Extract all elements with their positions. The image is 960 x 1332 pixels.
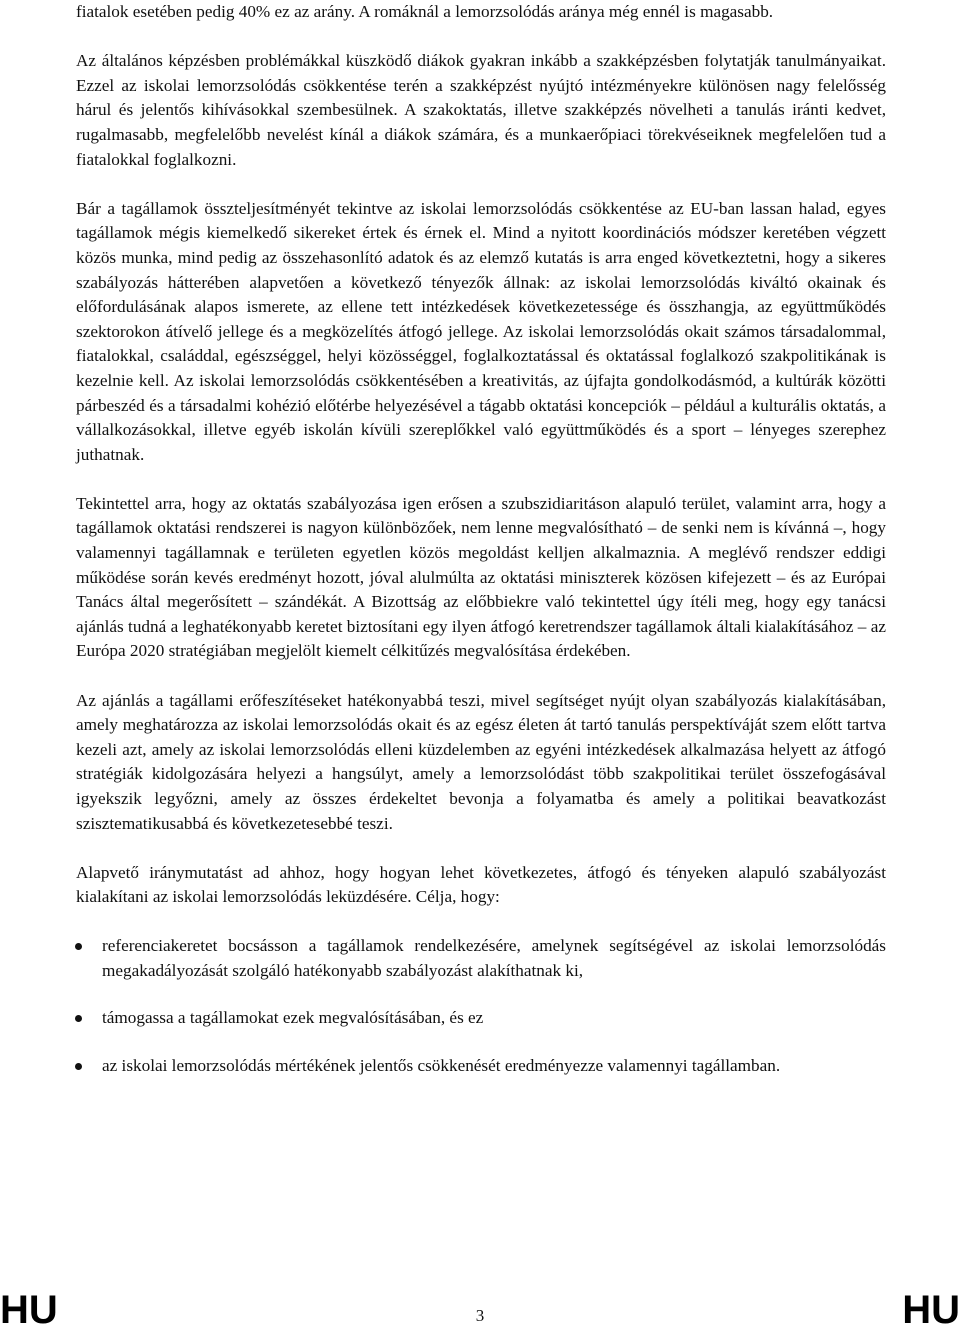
footer-language-right: HU xyxy=(902,1288,960,1332)
paragraph-6: Alapvető iránymutatást ad ahhoz, hogy hogyan lehet következetes, átfogó és tényeken alapuló szabályozást kialakítani az iskolai lemorzsolódás leküzdésére. Célja, hogy: xyxy=(76,862,886,907)
bullet-icon xyxy=(75,943,82,950)
list-item-text: referenciakeretet bocsásson a tagállamok rendelkezésére, amelynek segítségével az iskolai lemorzsolódás megakadályozását szolgáló hatékonyabb szabályozást alakíthatnak ki, xyxy=(102,935,886,980)
document-body xyxy=(76,0,886,1101)
page-number: 3 xyxy=(475,1306,485,1325)
list-item xyxy=(76,1054,886,1079)
paragraph-3: Bár a tagállamok összteljesítményét tekintve az iskolai lemorzsolódás csökkentése az EU-ban lassan halad, egyes tagállamok mégis kiemelkedő sikereket értek és érnek el. Mind a nyitott koordinációs módszer keretében végzett közös munka, mind pedig az összehasonlító adatok és az elemző kutatás is arra enged következtetni, hogy a sikeres szabályozás hátterében alapvetően a következő tényezők állnak: az iskolai lemorzsolódás kiváltó okainak és előfordulásának alapos ismerete, az ellene tett intézkedések következetessége és összhangja, az együttműködés szektorokon átívelő jellege és a megközelítés átfogó jellege. Az iskolai lemorzsolódás okait számos társadalommal, fiatalokkal, családdal, egészséggel, helyi közösséggel, foglalkoztatással és oktatással foglalkozó szakpolitikának is kezelnie kell. Az iskolai lemorzsolódás csökkentésében a kreativitás, az újfajta gondolkodásmód, a kultúrák közötti párbeszéd és a társadalmi kohézió előtérbe helyezésével a tágabb oktatási koncepciók – például a kulturális oktatás, a vállalkozásokkal, illetve egyéb iskolán kívüli szereplőkkel való együttműködés és a sport – lényeges szerephez juthatnak. xyxy=(76,198,886,464)
list-item-text: az iskolai lemorzsolódás mértékének jelentős csökkenését eredményezze valamennyi tagállamban. xyxy=(102,1055,781,1075)
paragraph-1: fiatalok esetében pedig 40% ez az arány. A romáknál a lemorzsolódás aránya még ennél is magasabb. xyxy=(76,2,774,21)
bullet-list xyxy=(76,934,886,1078)
bullet-icon xyxy=(75,1063,82,1070)
bullet-icon xyxy=(75,1015,82,1022)
list-item xyxy=(76,1006,886,1031)
list-item xyxy=(76,934,886,983)
paragraph-5: Az ajánlás a tagállami erőfeszítéseket hatékonyabbá teszi, mivel segítséget nyújt olyan szabályozás kialakításában, amely meghatározza az iskolai lemorzsolódás okait és az egész életen át tartó tanulás perspektíváját szem előtt tartva kezeli azt, amely az iskolai lemorzsolódás elleni küzdelemben az egyéni intézkedések alkalmazása helyett az átfogó stratégiák kidolgozására helyezi a hangsúlyt, amely a lemorzsolódást több szakpolitikai terület összefogásával igyekszik legyőzni, amely az összes érdekeltet bevonja a folyamatba és amely a politikai beavatkozást szisztematikusabbá és következetesebbé teszi. xyxy=(76,690,886,833)
list-item-text: támogassa a tagállamokat ezek megvalósításában, és ez xyxy=(102,1008,484,1028)
paragraph-2: Az általános képzésben problémákkal küszködő diákok gyakran inkább a szakképzésben folytatják tanulmányaikat. Ezzel az iskolai lemorzsolódás csökkentése terén a szakképzést nyújtó intézményekre különösen nagy felelősség hárul és jelentős kihívásokkal szembesülnek. A szakoktatás, illetve szakképzés növelheti a tanulás iránti kedvet, rugalmasabb, megfelelőbb nevelést kínál a diákok számára, és a munkaerőpiaci törekvéseiknek megfelelően tud a fiatalokkal foglalkozni. xyxy=(76,51,886,169)
paragraph-4: Tekintettel arra, hogy az oktatás szabályozása igen erősen a szubszidiaritáson alapuló terület, valamint arra, hogy a tagállamok oktatási rendszerei is nagyon különbözőek, nem lenne megvalósítható – de senki nem is kívánná –, hogy valamennyi tagállamnak e területen egyetlen közös megoldást kelljen alkalmaznia. A meglévő rendszer eddigi működése során kevés eredményt hozott, jóval alulmúlta az oktatási miniszterek közösen kifejezett – és az Európai Tanács által megerősített – szándékát. A Bizottság az előbbiekre való tekintettel úgy ítéli meg, hogy egy tanácsi ajánlás tudná a leghatékonyabb keretet biztosítani egy ilyen átfogó keretrendszer tagállamok általi kialakításához – az Európa 2020 stratégiában megjelölt kiemelt célkitűzés megvalósítása érdekében. xyxy=(76,493,886,661)
footer-language-left: HU xyxy=(0,1288,58,1332)
